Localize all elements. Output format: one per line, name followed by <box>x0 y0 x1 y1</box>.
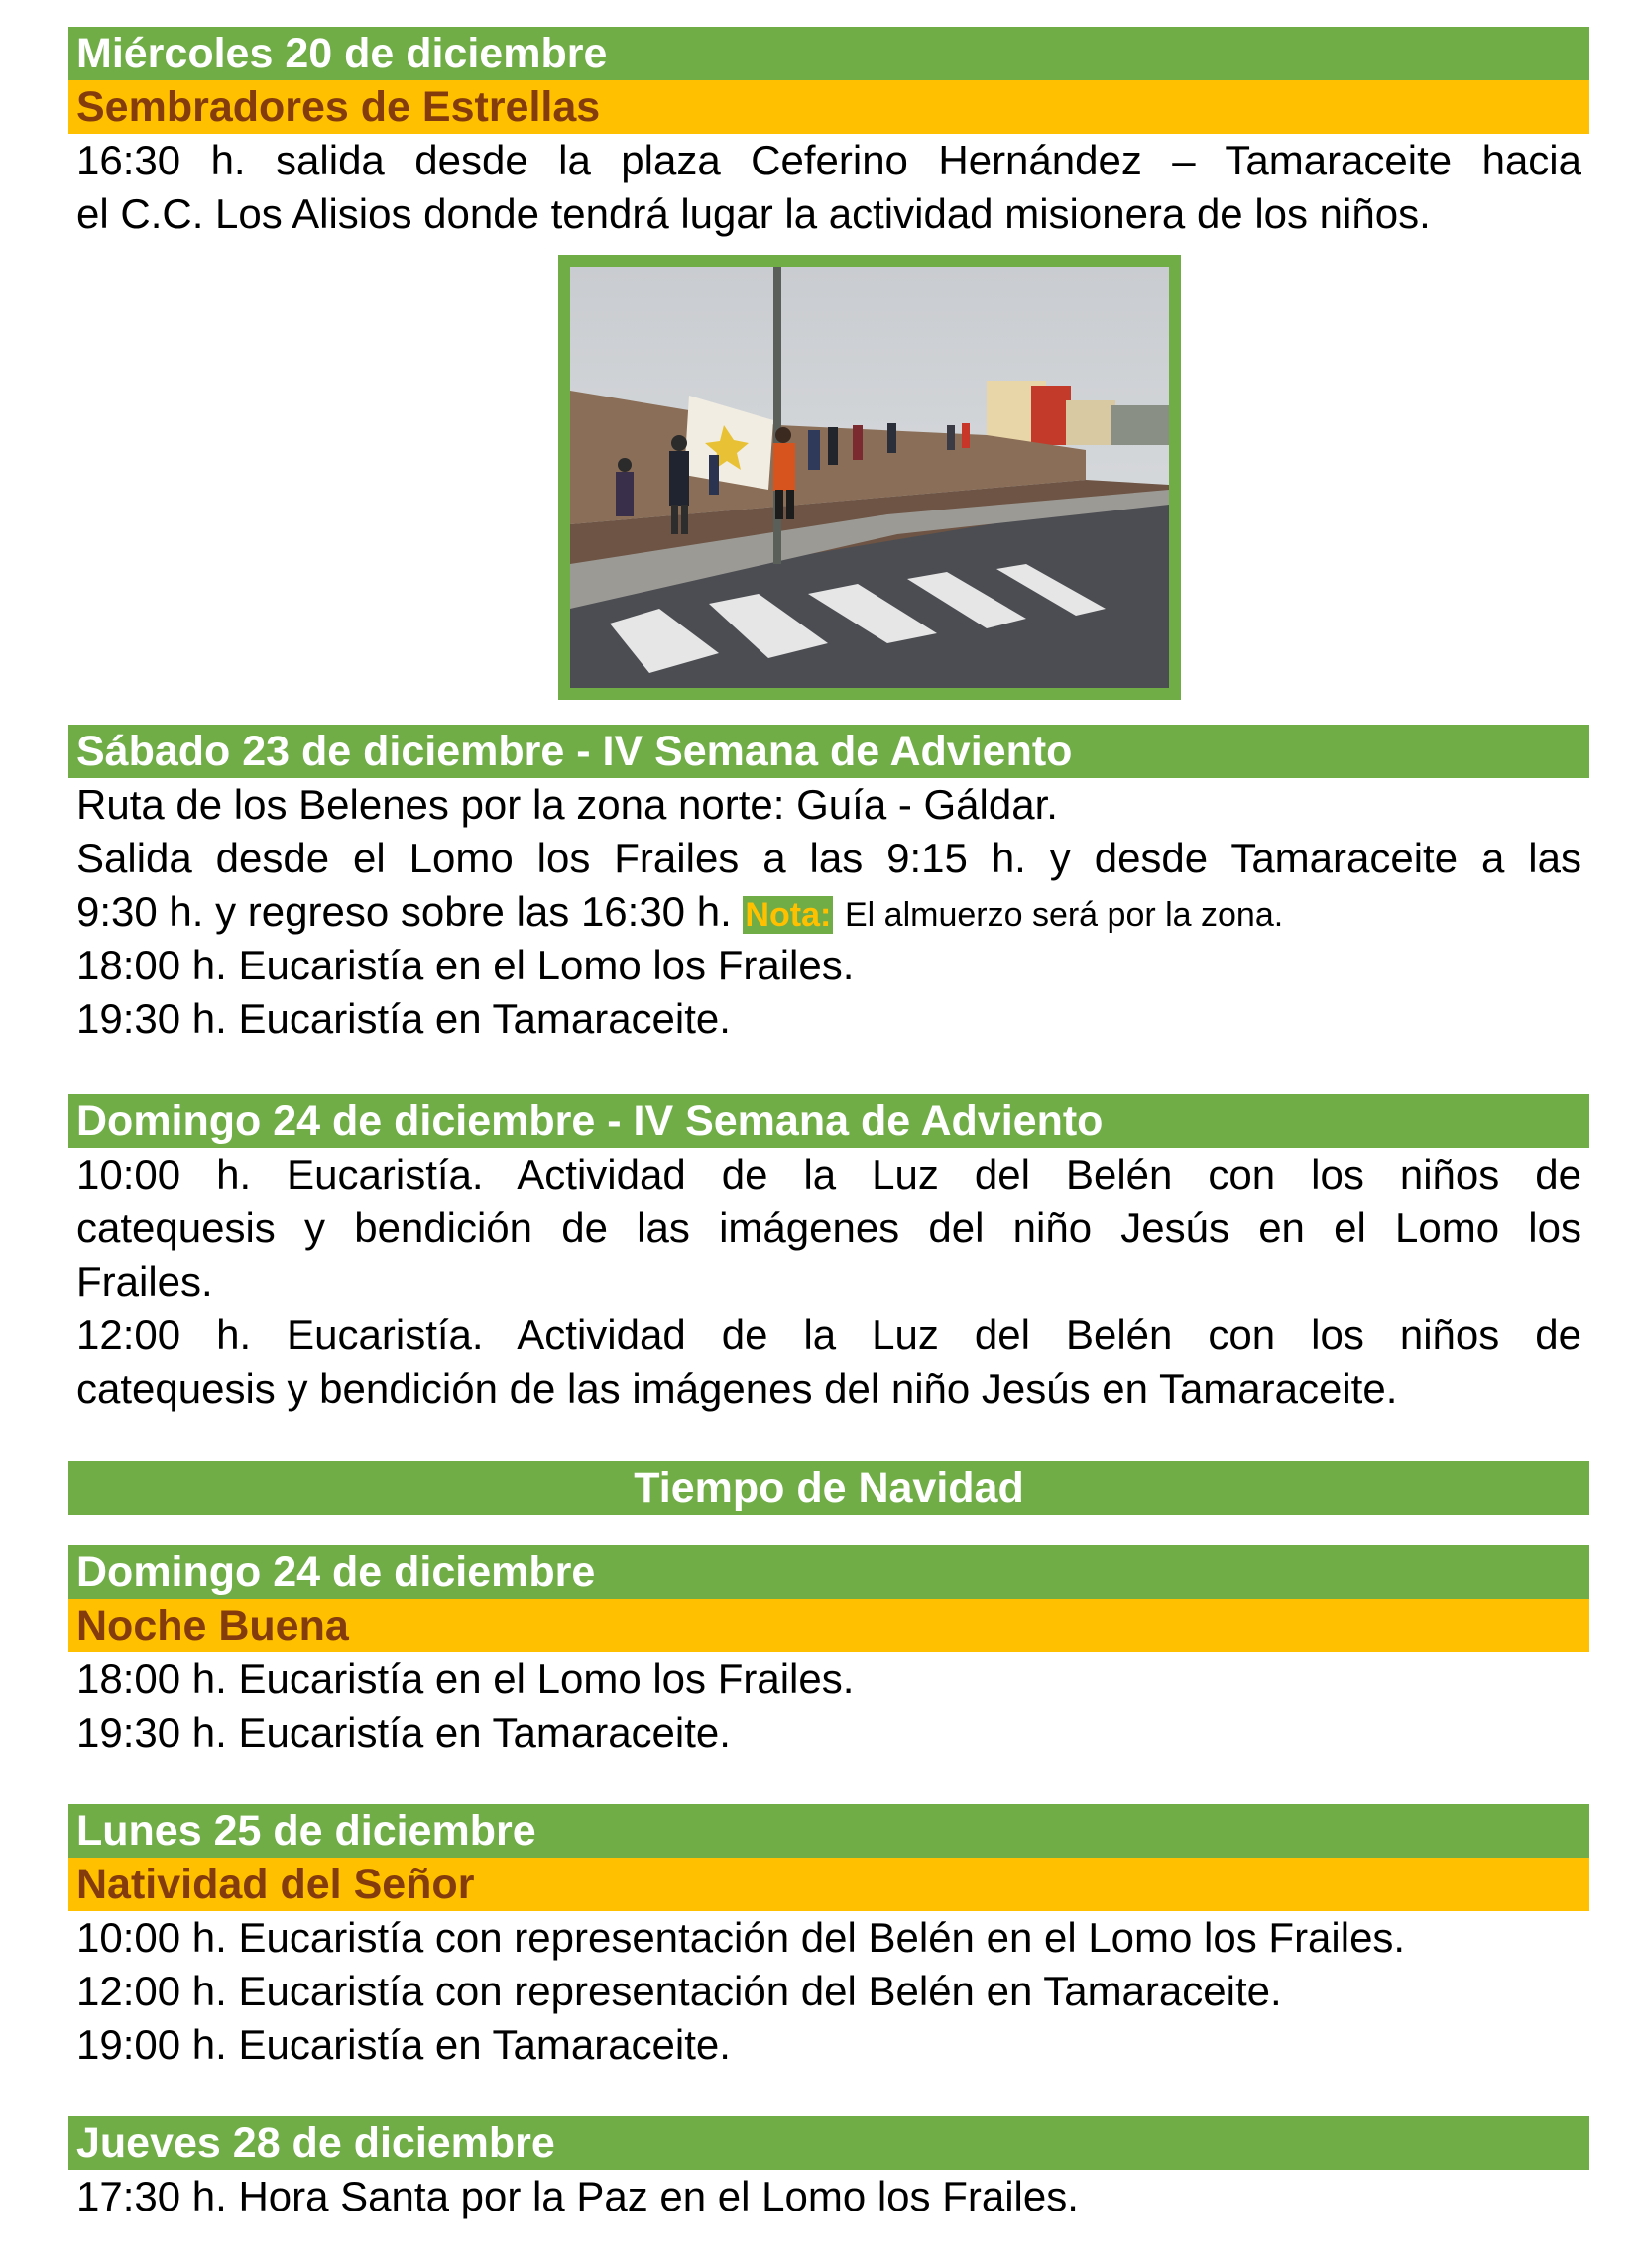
date-header-sabado-23: Sábado 23 de diciembre - IV Semana de Adviento <box>68 725 1589 778</box>
text-line: 16:30 h. salida desde la plaza Ceferino Hernández – Tamaraceite hacia <box>76 137 1581 183</box>
text-line: catequesis y bendición de las imágenes del niño Jesús en el Lomo los <box>76 1204 1581 1251</box>
text-line-with-nota <box>76 885 1283 942</box>
nota-label: Nota: <box>745 896 832 934</box>
event-title-noche-buena: Noche Buena <box>68 1599 1589 1652</box>
text-line: 19:30 h. Eucaristía en Tamaraceite. <box>76 995 731 1042</box>
event-photo <box>570 267 1169 688</box>
text-line: 18:00 h. Eucaristía en el Lomo los Frailes. <box>76 1655 855 1702</box>
text-line: 10:00 h. Eucaristía. Actividad de la Luz del Belén con los niños de <box>76 1151 1581 1197</box>
text-segment: 9:30 h. y regreso sobre las 16:30 h. <box>76 888 732 935</box>
text-line: 17:30 h. Hora Santa por la Paz en el Lomo los Frailes. <box>76 2173 1079 2219</box>
text-line: 18:00 h. Eucaristía en el Lomo los Frailes. <box>76 942 855 988</box>
text-line: 19:30 h. Eucaristía en Tamaraceite. <box>76 1709 731 1756</box>
text-line: 12:00 h. Eucaristía con representación del Belén en Tamaraceite. <box>76 1968 1282 2014</box>
nota-text: El almuerzo será por la zona. <box>844 896 1284 934</box>
date-header-jueves-28: Jueves 28 de diciembre <box>68 2116 1589 2170</box>
text-line: 10:00 h. Eucaristía con representación del Belén en el Lomo los Frailes. <box>76 1914 1406 1961</box>
text-line: 12:00 h. Eucaristía. Actividad de la Luz del Belén con los niños de <box>76 1311 1581 1358</box>
banner-tiempo-de-navidad: Tiempo de Navidad <box>68 1461 1589 1515</box>
date-header-miercoles-20: Miércoles 20 de diciembre <box>68 27 1589 80</box>
text-line: Ruta de los Belenes por la zona norte: Guía - Gáldar. <box>76 781 1058 828</box>
text-line: Frailes. <box>76 1258 213 1304</box>
text-line: el C.C. Los Alisios donde tendrá lugar la actividad misionera de los niños. <box>76 190 1431 237</box>
text-line: catequesis y bendición de las imágenes del niño Jesús en Tamaraceite. <box>76 1365 1398 1412</box>
event-title-sembradores: Sembradores de Estrellas <box>68 80 1589 134</box>
event-title-natividad: Natividad del Señor <box>68 1858 1589 1911</box>
text-line: 19:00 h. Eucaristía en Tamaraceite. <box>76 2021 731 2068</box>
event-photo-frame <box>558 255 1181 700</box>
text-line: Salida desde el Lomo los Frailes a las 9:15 h. y desde Tamaraceite a las <box>76 835 1581 881</box>
date-header-lunes-25: Lunes 25 de diciembre <box>68 1804 1589 1858</box>
date-header-domingo-24-adviento: Domingo 24 de diciembre - IV Semana de Adviento <box>68 1094 1589 1148</box>
date-header-domingo-24: Domingo 24 de diciembre <box>68 1545 1589 1599</box>
